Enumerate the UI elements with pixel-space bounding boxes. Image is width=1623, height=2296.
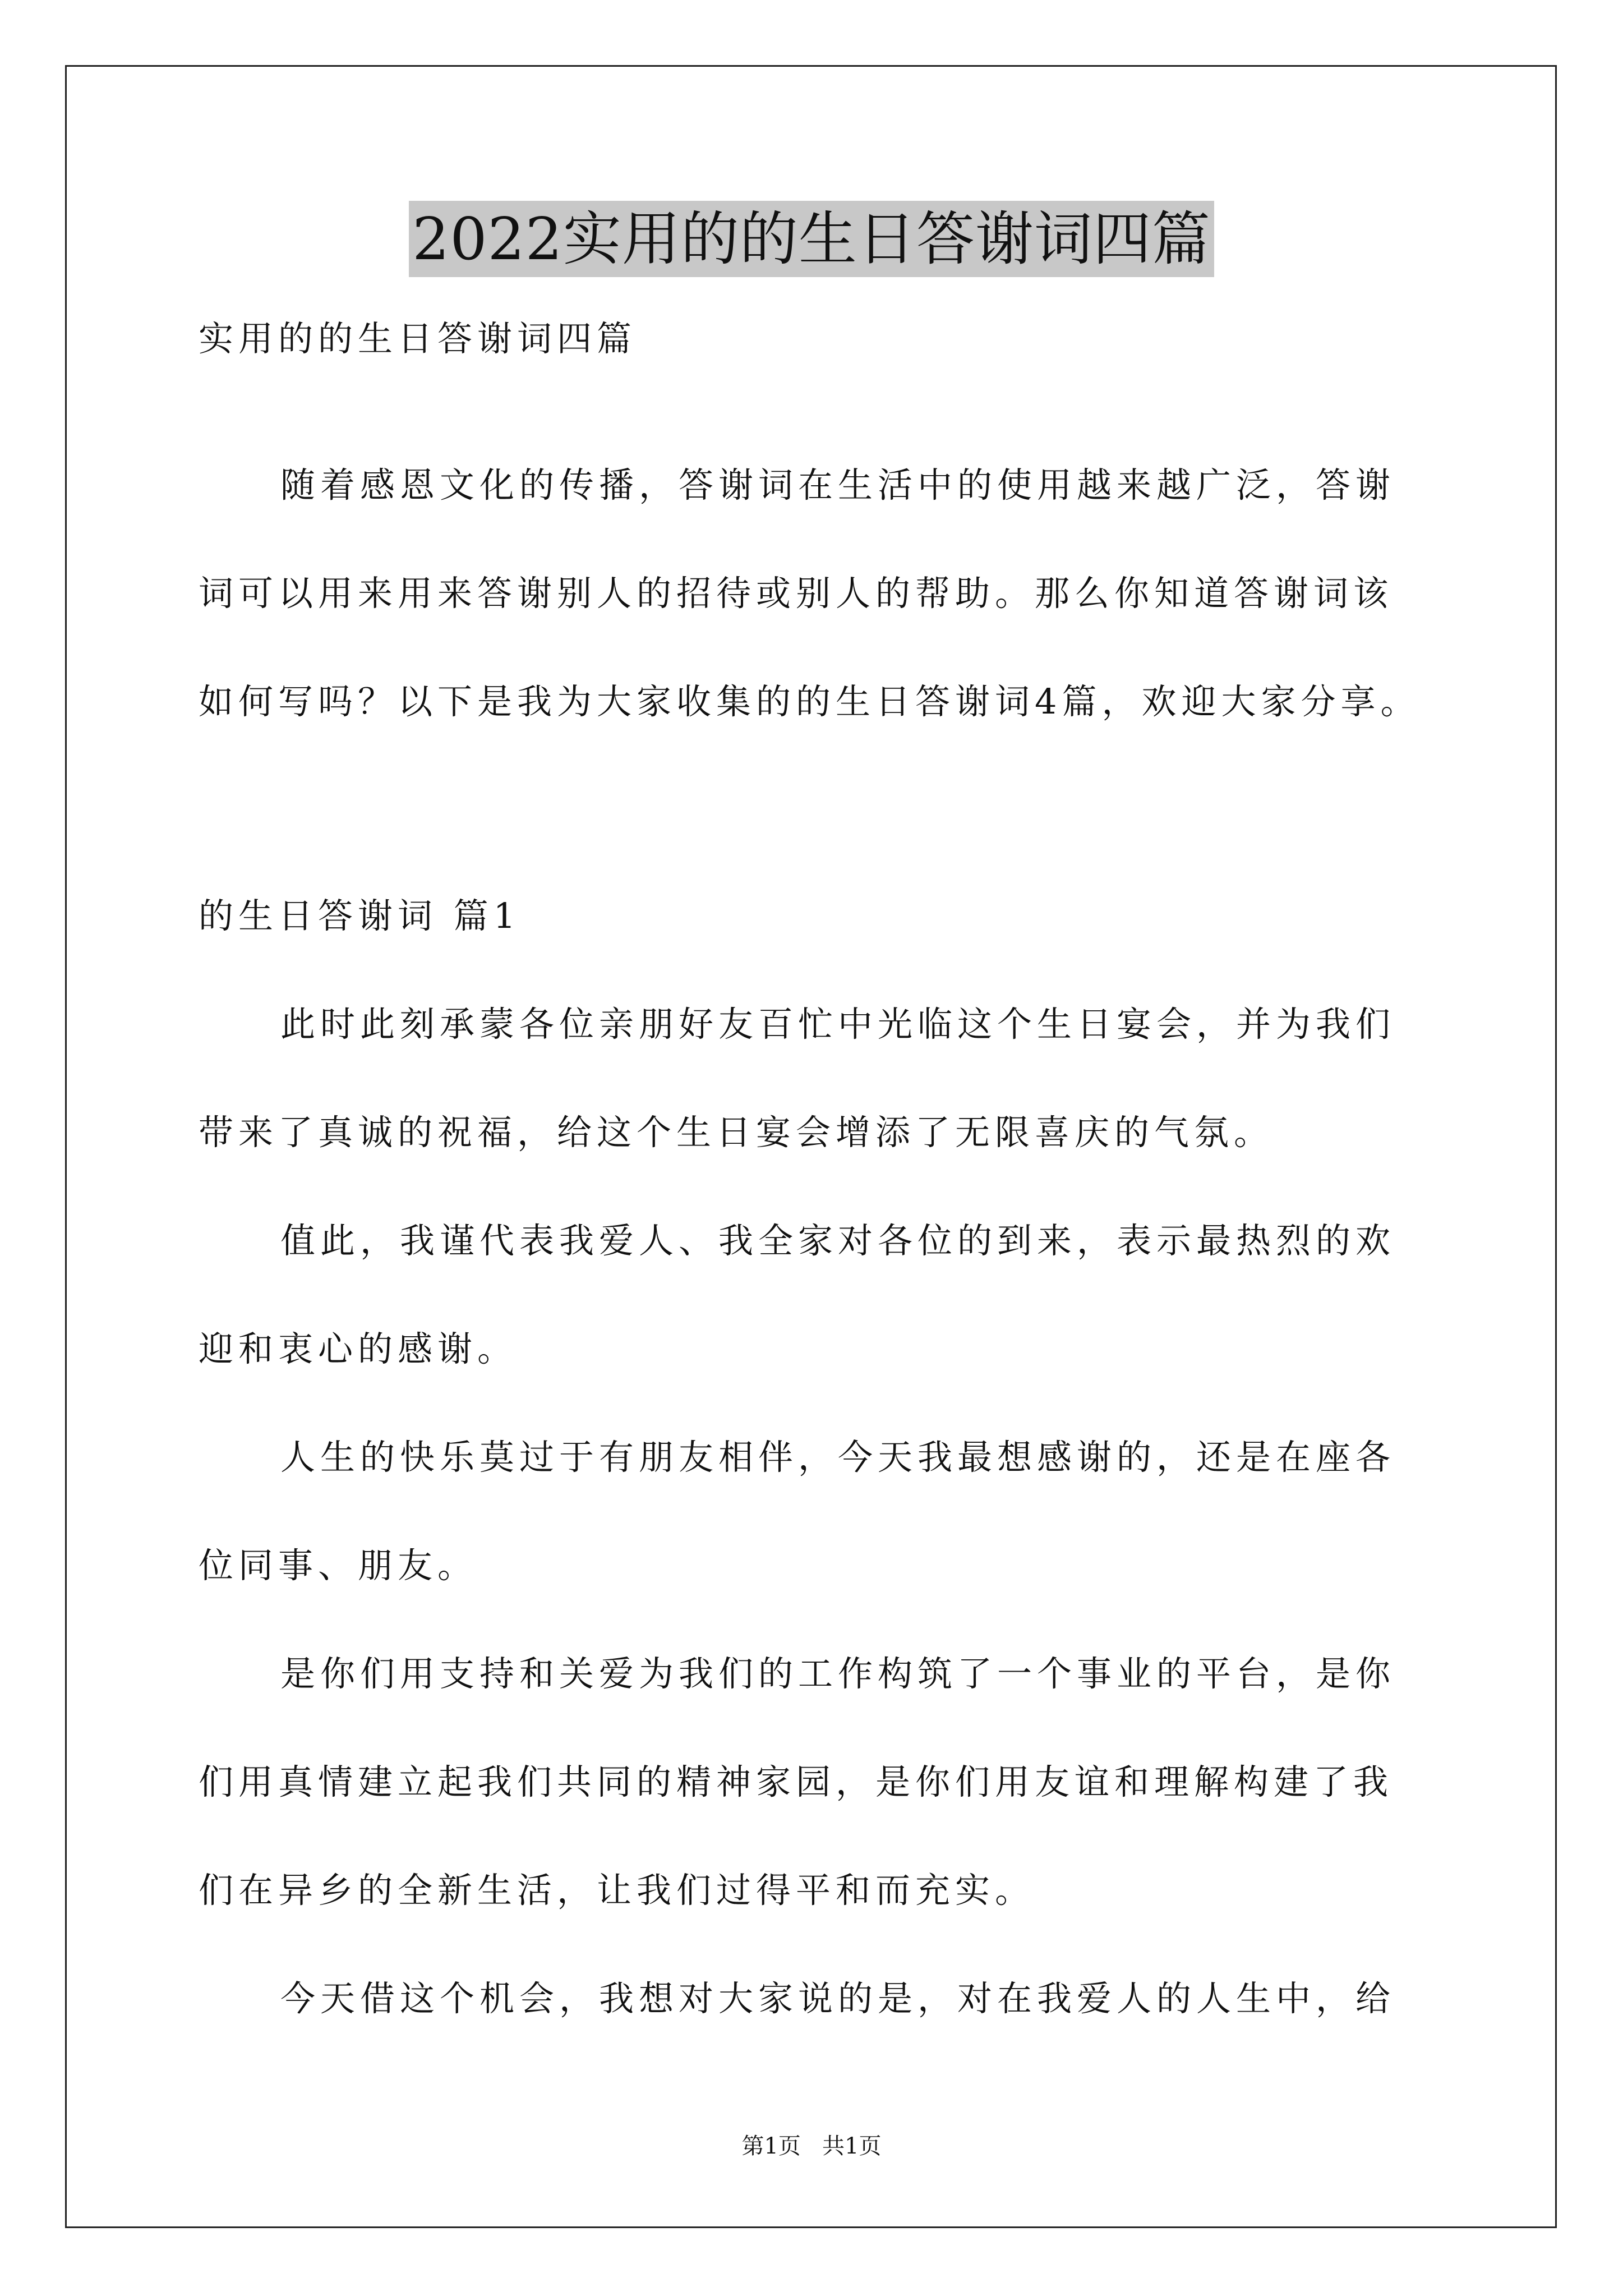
document-subtitle: 实用的的生日答谢词四篇 xyxy=(199,318,637,359)
document-title: 2022实用的的生日答谢词四篇 xyxy=(409,201,1214,277)
page-footer: 第1页 共1页 xyxy=(741,2133,882,2159)
intro-line-1: 随着感恩文化的传播，答谢词在生活中的使用越来越广泛，答谢 xyxy=(280,464,1396,505)
body-line-9: 们在异乡的全新生活，让我们过得平和而充实。 xyxy=(199,1870,1035,1911)
body-line-8: 们用真情建立起我们共同的精神家园，是你们用友谊和理解构建了我 xyxy=(199,1761,1394,1802)
body-line-2: 带来了真诚的祝福，给这个生日宴会增添了无限喜庆的气氛。 xyxy=(199,1112,1274,1153)
body-line-5: 人生的快乐莫过于有朋友相伴，今天我最想感谢的，还是在座各 xyxy=(280,1437,1396,1478)
body-line-6: 位同事、朋友。 xyxy=(199,1545,478,1586)
body-line-1: 此时此刻承蒙各位亲朋好友百忙中光临这个生日宴会，并为我们 xyxy=(280,1004,1396,1045)
body-line-10: 今天借这个机会，我想对大家说的是，对在我爱人的人生中，给 xyxy=(280,1978,1396,2019)
body-line-3: 值此，我谨代表我爱人、我全家对各位的到来，表示最热烈的欢 xyxy=(280,1220,1396,1261)
intro-line-2: 词可以用来用来答谢别人的招待或别人的帮助。那么你知道答谢词该 xyxy=(199,573,1394,614)
title-container xyxy=(0,201,1623,277)
body-line-4: 迎和衷心的感谢。 xyxy=(199,1328,518,1369)
section-heading: 的生日答谢词 篇1 xyxy=(199,895,521,936)
intro-line-3: 如何写吗？以下是我为大家收集的的生日答谢词4篇，欢迎大家分享。 xyxy=(199,681,1421,722)
body-line-7: 是你们用支持和关爱为我们的工作构筑了一个事业的平台，是你 xyxy=(280,1653,1396,1694)
